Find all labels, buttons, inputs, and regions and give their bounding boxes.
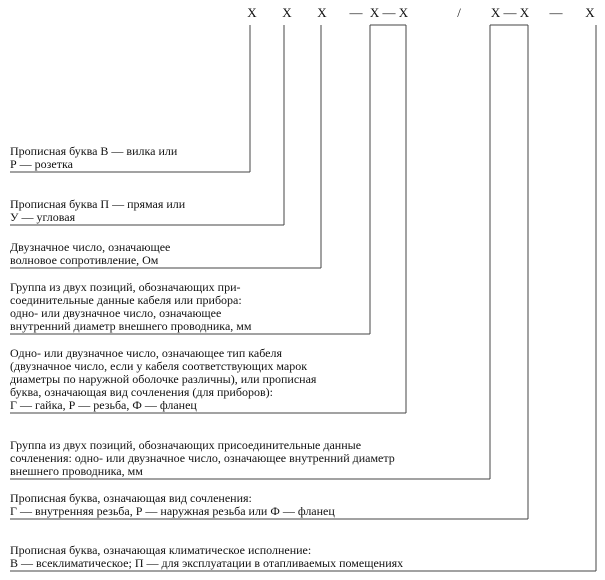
description-line: одно- или двузначное число, означающее: [10, 306, 222, 320]
description-line: Прописная буква, означающая вид сочленения:: [10, 491, 252, 505]
code-dash-2: —: [549, 5, 563, 20]
description-line: Г — внутренняя резьба, Р — наружная резьба или Ф — фланец: [10, 504, 335, 518]
description-line: сочленения: одно- или двузначное число, означающее внутренний диаметр: [10, 451, 395, 465]
description-connector-type: [10, 145, 177, 171]
code-x-x-2: Х — Х: [490, 5, 530, 20]
description-mating-type: [10, 492, 335, 518]
description-line: буква, означающая вид сочленения (для приборов):: [10, 385, 273, 399]
description-line: Группа из двух позиций, обозначающих присоединительные данные: [10, 438, 362, 452]
description-line: Г — гайка, Р — резьба, Ф — фланец: [10, 398, 197, 412]
description-line: соединительные данные кабеля или прибора:: [10, 293, 242, 307]
description-line: (двузначное число, если у кабеля соответствующих марок: [10, 359, 308, 373]
code-x-2: Х: [282, 5, 292, 20]
description-line: У — угловая: [10, 210, 76, 224]
code-slash: /: [457, 5, 461, 20]
description-mating-connection: [10, 439, 395, 478]
description-line: Прописная буква, означающая климатическое исполнение:: [10, 543, 312, 557]
description-line: внешнего проводника, мм: [10, 464, 143, 478]
description-shape: [10, 198, 185, 224]
code-x-3: Х: [317, 5, 327, 20]
code-x-4: Х: [585, 5, 595, 20]
description-line: Прописная буква В — вилка или: [10, 144, 178, 158]
description-line: Двузначное число, означающее: [10, 240, 171, 254]
description-line: диаметры по наружной оболочке различны), или прописная: [10, 372, 317, 386]
description-cable-type: [10, 347, 316, 412]
code-dash-1: —: [349, 5, 363, 20]
description-line: Р — розетка: [10, 157, 73, 171]
code-x-1: Х: [247, 5, 257, 20]
description-line: Одно- или двузначное число, означающее тип кабеля: [10, 346, 283, 360]
code-x-x-1: Х — Х: [369, 5, 409, 20]
description-line: Группа из двух позиций, обозначающих при-: [10, 280, 241, 294]
description-impedance: [10, 241, 170, 267]
description-cable-connection: [10, 281, 251, 333]
description-line: Прописная буква П — прямая или: [10, 197, 186, 211]
description-climate: [10, 544, 403, 570]
description-line: В — всеклиматическое; П — для эксплуатации в отапливаемых помещениях: [10, 556, 404, 570]
description-line: волновое сопротивление, Ом: [10, 253, 159, 267]
description-line: внутренний диаметр внешнего проводника, мм: [10, 319, 252, 333]
